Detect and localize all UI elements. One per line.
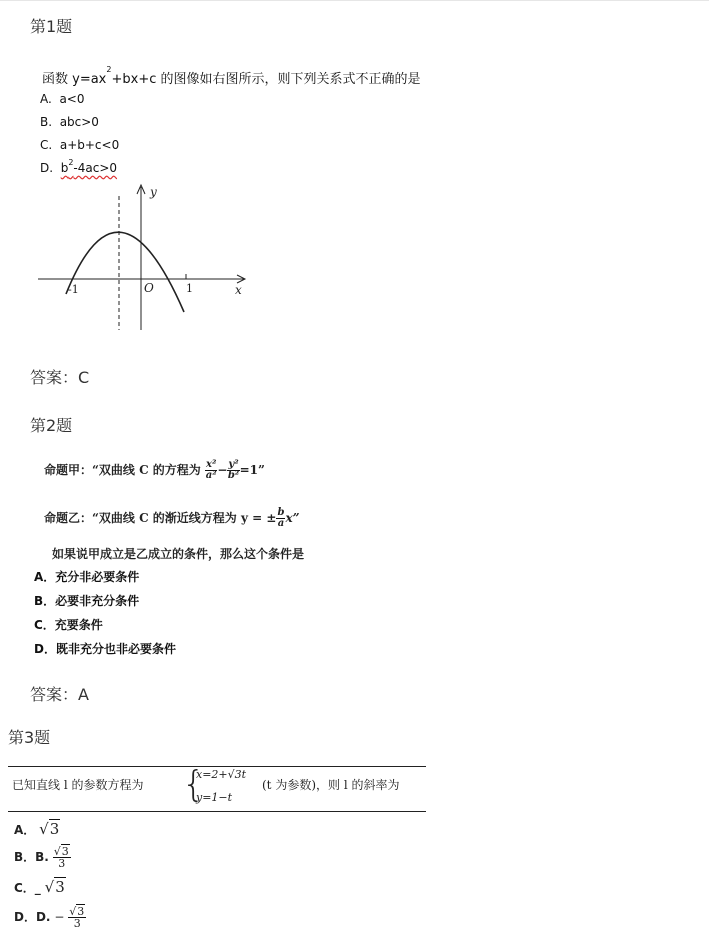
option-text: $b^2-4ac>0$	[60, 158, 118, 175]
question-2-title: 第2题	[30, 416, 73, 435]
question-2-proposition-b: 命题乙：“双曲线 C 的渐近线方程为 y = ± $\frac{b}{a}$ x”	[44, 507, 300, 529]
question-1-answer: 答案：C	[30, 368, 90, 387]
option-text: a<0	[59, 92, 85, 106]
option-letter: C.	[40, 138, 53, 152]
option-letter: B.	[40, 115, 53, 129]
question-1-stem-suffix: +bx+c 的图像如右图所示，则下列关系式不正确的是	[111, 72, 421, 87]
option-label: B．B.	[14, 850, 49, 864]
x-label: x	[235, 283, 242, 297]
question-3-stem-mid: (t 为参数)，则 l 的斜率为	[262, 778, 400, 792]
option-value: √3	[39, 820, 60, 838]
option-value: √3	[44, 878, 65, 896]
question-3-title: 第3题	[8, 728, 51, 747]
option-value: $\frac{√3}{3}$	[53, 845, 69, 870]
question-2-option-d[interactable]: D．既非充分也非必要条件	[34, 642, 176, 656]
question-2-answer: 答案：A	[30, 685, 89, 704]
question-1-option-c[interactable]	[40, 138, 119, 152]
question-3-option-c[interactable]	[14, 878, 66, 896]
question-1-stem-exponent: 2	[106, 65, 112, 74]
question-3-brace: {	[182, 764, 205, 805]
question-3-eq1: x=2+√3t	[196, 768, 247, 781]
tick-label-1: 1	[186, 282, 193, 295]
question-2-prompt: 如果说甲成立是乙成立的条件，那么这个条件是	[52, 547, 305, 561]
option-label: D．D.	[14, 910, 51, 924]
option-label: C．_	[14, 881, 41, 895]
question-2-option-a[interactable]: A．充分非必要条件	[34, 570, 140, 584]
option-label: A．	[14, 823, 36, 837]
parabola-curve	[66, 232, 184, 312]
question-1-option-a[interactable]	[40, 92, 85, 106]
option-text: abc>0	[59, 115, 99, 129]
question-1-option-d[interactable]	[40, 158, 118, 175]
y-label: y	[150, 185, 157, 199]
top-divider	[0, 0, 709, 1]
question-3-option-b[interactable]	[14, 846, 71, 869]
question-1-option-b[interactable]	[40, 115, 99, 129]
question-3-option-d[interactable]	[14, 906, 86, 929]
question-1-stem	[42, 65, 421, 87]
tick-label-neg1: -1	[68, 283, 79, 296]
origin-label: O	[144, 281, 154, 295]
question-2-proposition-a: 命题甲：“双曲线 C 的方程为 $\frac{\text{x²}}{\text{a²}}$ − $\frac{\text{y²}}{\text{b²}}$ =1”	[44, 459, 265, 481]
question-1-stem-prefix: 函数 y=ax	[42, 72, 107, 87]
option-letter: A.	[40, 92, 52, 106]
option-value: $\frac{√3}{3}$	[69, 905, 85, 930]
question-3-option-a[interactable]	[14, 820, 60, 838]
option-text: a+b+c<0	[59, 138, 120, 152]
parabola-graph	[36, 182, 252, 332]
question-2-option-c[interactable]: C．充要条件	[34, 618, 103, 632]
question-2-option-b[interactable]: B．必要非充分条件	[34, 594, 140, 608]
option-sign: −	[54, 910, 65, 924]
question-3-eq2: y=1−t	[196, 791, 233, 804]
question-3-stem-prefix: 已知直线 l 的参数方程为	[12, 778, 144, 792]
question-1-title: 第1题	[30, 17, 73, 36]
option-letter: D.	[40, 161, 54, 175]
